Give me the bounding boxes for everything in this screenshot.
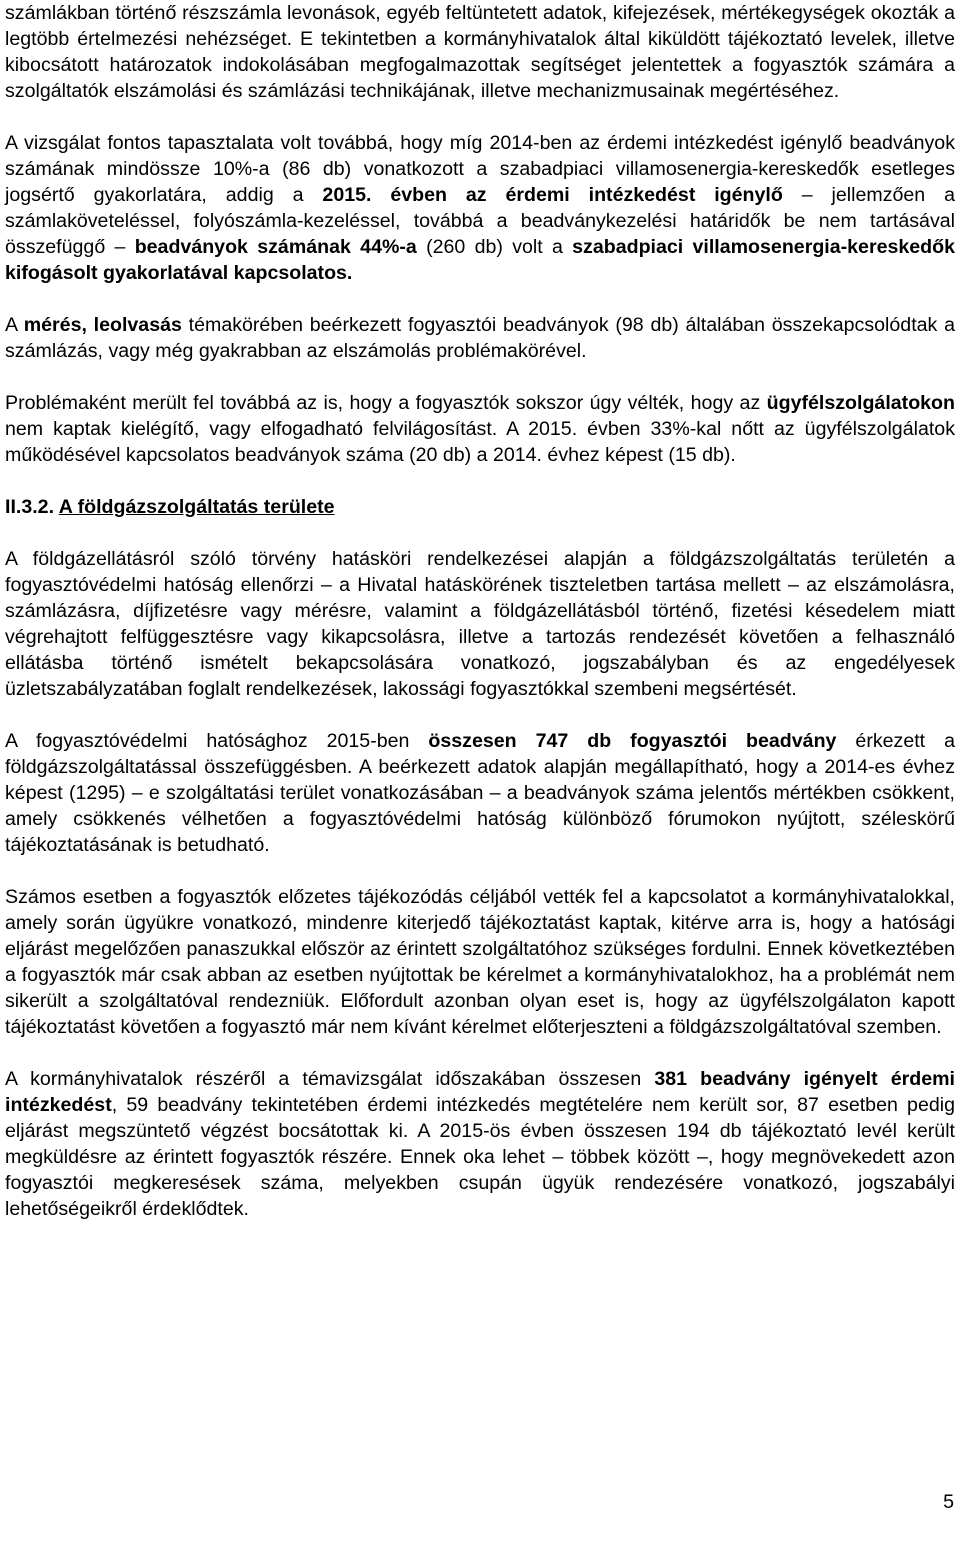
bold-text: beadványok számának 44%-a [134,236,417,258]
paragraph-gap [5,520,955,546]
bold-text: ügyfélszolgálatokon [766,392,955,414]
paragraph-text: Problémaként merült fel továbbá az is, hogy a fogyasztók sokszor úgy vélték, hogy az [5,392,767,414]
paragraph-text: érkezett a földgázszolgáltatással összefüggésben. A beérkezett adatok alapján megállapítható, hogy a 2014-es évhez képest (1295) – e szolgáltatási terület vonatkozásában – a beadványok száma jelentős mértékben csökkent, amely csökkenés vélhetően a fogyasztóvédelmi hatóság különböző fórumokon nyújtott, széleskörű tájékoztatásának is betudható. [5,730,956,856]
section-title: A földgázszolgáltatás területe [58,496,335,518]
paragraph-metering [5,312,955,364]
paragraph-gas-law [5,546,955,702]
paragraph-text: A [5,314,24,336]
bold-text: mérés, leolvasás [23,314,182,336]
paragraph-text: A vizsgálat fontos tapasztalata volt továbbá, hogy míg 2014-ben az érdemi intézkedést igénylő beadványok számának mindössze 10%-a (86 db) vonatkozott a szabadpiaci villamosenergia-kereskedők esetleges jogsértő gyakorlatára, addig a [5,132,955,206]
paragraph-prior-inquiry [5,884,955,1040]
bold-text: 381 beadvány igényelt érdemi intézkedést [5,1068,956,1116]
paragraph-billing-interpretation [5,0,955,104]
paragraph-gap [5,468,955,494]
paragraph-gap [5,1040,955,1066]
bold-text: szabadpiaci villamosenergia-kereskedők kifogásolt gyakorlatával kapcsolatos. [5,236,955,284]
paragraph-gap [5,286,955,312]
paragraph-text: , 59 beadvány tekintetében érdemi intézkedés megtételére nem került sor, 87 esetben pedig eljárást megszüntető végzést bocsátottak ki. A 2015-ös évben összesen 194 db tájékoztató levél került megküldésre az érintett fogyasztók részére. Ennek oka lehet – többek között –, hogy megnövekedett azon fogyasztói megkeresések száma, melyekben csupán ügyük rendezésére vonatkozó, jogszabályi lehetőségeikről érdeklődtek. [5,1094,955,1220]
paragraph-gap [5,364,955,390]
paragraph-text: témakörében beérkezett fogyasztói beadványok (98 db) általában összekapcsolódtak a számlázás, vagy még gyakrabban az elszámolás problémakörével. [5,314,955,362]
paragraph-gap [5,104,955,130]
paragraph-text: (260 db) volt a [416,236,573,258]
paragraph-text: A földgázellátásról szóló törvény hatásköri rendelkezései alapján a földgázszolgáltatás területén a fogyasztóvédelmi hatóság ellenőrzi – a Hivatal hatáskörének tiszteletben tartása mellett – az elszámolásra, számlázásra, díjfizetésre vagy mérésre, valamint a földgázellátásból történő, fizetési késedelem miatt végrehajtott felfüggesztésre vagy kikapcsolásra, illetve a tartozás rendezését követően a felhasználó ellátásba történő ismételt bekapcsolására vonatkozó, jogszabályban és az engedélyesek üzletszabályzatában foglalt rendelkezések, lakossági fogyasztókkal szembeni megsértését. [5,548,955,700]
paragraph-gas-submissions [5,728,955,858]
bold-text: összesen 747 db fogyasztói beadvány [428,730,837,752]
paragraph-text: – jellemzően a számlaköveteléssel, folyószámla-kezeléssel, továbbá a beadványkezelési határidők be nem tartásával összefüggő – [5,184,956,258]
paragraph-text: A fogyasztóvédelmi hatósághoz 2015-ben [5,730,429,752]
paragraph-gap [5,858,955,884]
paragraph-text: nem kaptak kielégítő, vagy elfogadható felvilágosítást. A 2015. évben 33%-kal nőtt az ügyfélszolgálatok működésével kapcsolatos beadványok száma (20 db) a 2014. évhez képest (15 db). [5,418,955,466]
document-page [5,0,955,1222]
paragraph-gap [5,702,955,728]
page-number: 5 [943,1491,954,1513]
paragraph-customer-service [5,390,955,468]
bold-text: 2015. évben az érdemi intézkedést igénylő [322,184,783,206]
paragraph-government-offices [5,1066,955,1222]
paragraph-text: számlákban történő részszámla levonások, egyéb feltüntetett adatok, kifejezések, mértékegységek okozták a legtöbb értelmezési nehézséget. E tekintetben a kormányhivatalok által kiküldött tájékoztató levelek, illetve kibocsátott határozatok indokolásában megfogalmazottak segítséget jelentettek a fogyasztók számára a szolgáltatók elszámolási és számlázási technikájának, illetve mechanizmusainak megértéséhez. [5,2,955,102]
section-number: II.3.2. [5,496,55,518]
paragraph-text: Számos esetben a fogyasztók előzetes tájékozódás céljából vették fel a kapcsolatot a kormányhivatalokkal, amely során ügyükre vonatkozó, mindenre kiterjedő tájékoztatást kaptak, kitérve arra is, hogy a hatósági eljárást megelőzően panaszukkal először az érintett szolgáltatóhoz szükséges fordulni. Ennek következtében a fogyasztók már csak abban az esetben nyújtottak be kérelmet a kormányhivatalokhoz, ha a problémát nem sikerült a szolgáltatóval rendezniük. Előfordult azonban olyan eset is, hogy az ügyfélszolgálaton kapott tájékoztatást követően a fogyasztó már nem kívánt kérelmet előterjeszteni a földgázszolgáltatóval szemben. [5,886,955,1038]
section-heading [5,494,955,520]
paragraph-electricity-traders [5,130,955,286]
paragraph-text: A kormányhivatalok részéről a témavizsgálat időszakában összesen [5,1068,655,1090]
